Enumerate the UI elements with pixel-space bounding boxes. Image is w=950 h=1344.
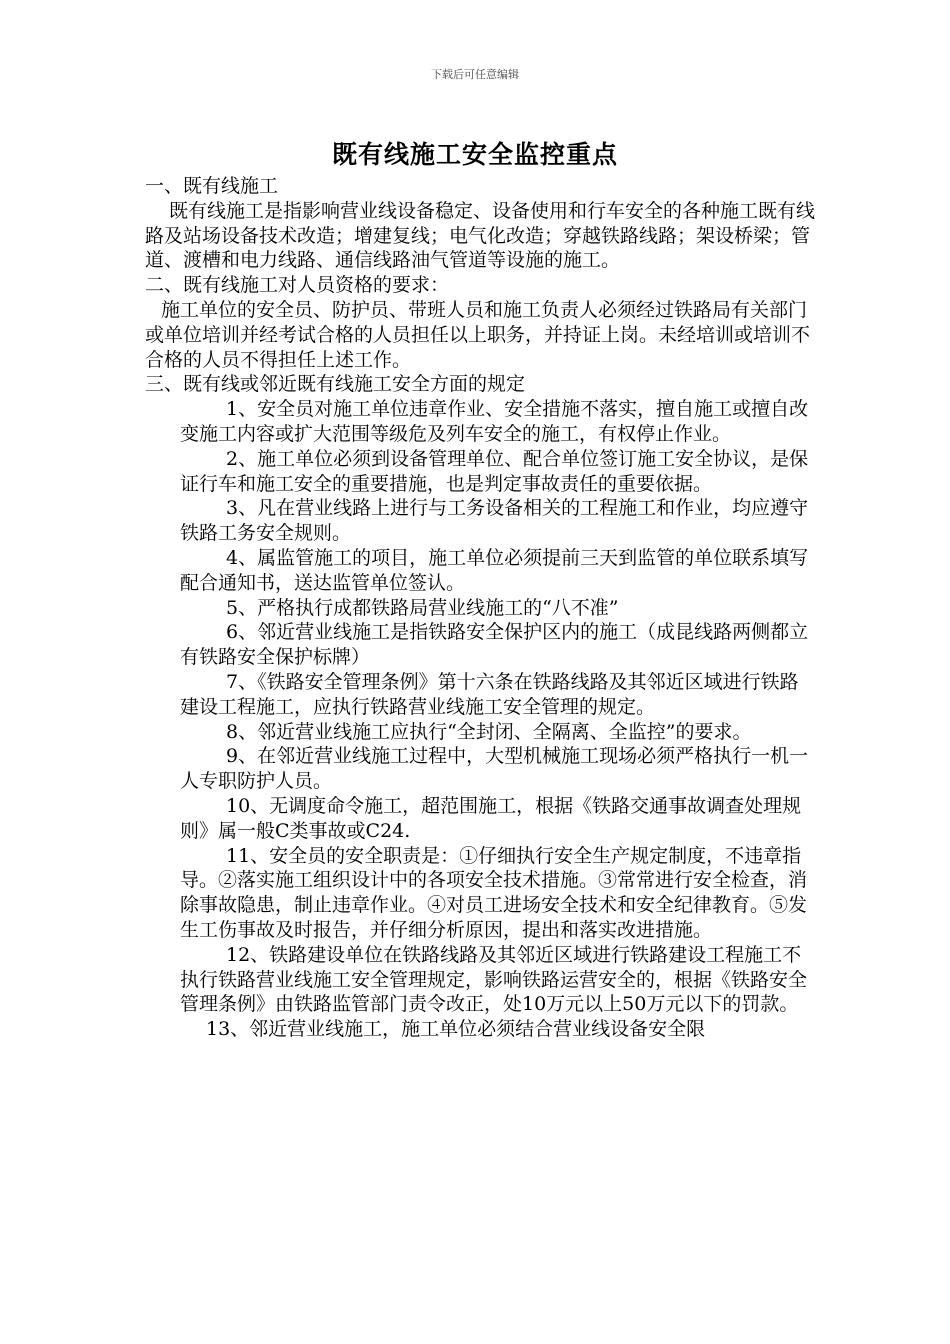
rule-item-11: 11、安全员的安全职责是：①仔细执行安全生产规定制度，不违章指导。②落实施工组织设计中的各项安全技术措施。③常常进行安全检查，消除事故隐患，制止违章作业。④对员工进场安全技术和安全纪律教育。⑤发生工伤事故及时报告，并仔细分析原因，提出和落实改进措施。 (180, 844, 808, 941)
rule-item-12: 12、铁路建设单位在铁路线路及其邻近区域进行铁路建设工程施工不执行铁路营业线施工安全管理规定，影响铁路运营安全的，根据《铁路安全管理条例》由铁路监管部门责令改正，处10万元以上50万元以下的罚款。 (180, 943, 808, 1016)
rule-item-7: 7、《铁路安全管理条例》第十六条在铁路线路及其邻近区域进行铁路建设工程施工，应执行铁路营业线施工安全管理的规定。 (180, 670, 799, 718)
rule-item-4: 4、属监管施工的项目，施工单位必须提前三天到监管的单位联系填写配合通知书，送达监管单位签认。 (180, 546, 809, 594)
section-1-heading: 一、既有线施工 (145, 175, 279, 197)
document-title: 既有线施工安全监控重点 (331, 140, 618, 169)
header-note: 下载后可任意编辑 (431, 68, 519, 81)
rule-item-8: 8、邻近营业线施工应执行“全封闭、全隔离、全监控”的要求。 (226, 720, 752, 743)
rule-item-10: 10、无调度命令施工，超范围施工，根据《铁路交通事故调查处理规则》属一般C类事故或C24. (180, 794, 802, 842)
section-3-heading: 三、既有线或邻近既有线施工安全方面的规定 (145, 373, 526, 396)
rule-item-2: 2、施工单位必须到设备管理单位、配合单位签订施工安全协议，是保证行车和施工安全的重要措施，也是判定事故责任的重要依据。 (180, 447, 809, 495)
section-1-paragraph: 既有线施工是指影响营业线设备稳定、设备使用和行车安全的各种施工既有线路及站场设备技术改造；增建复线；电气化改造；穿越铁路线路；架设桥梁；管道、渡槽和电力线路、通信线路油气管道等设施的施工。 (145, 199, 816, 272)
rule-item-13: 13、邻近营业线施工，施工单位必须结合营业线设备安全限 (206, 1018, 706, 1041)
rule-item-1: 1、安全员对施工单位违章作业、安全措施不落实，擅自施工或擅自改变施工内容或扩大范围等级危及列车安全的施工，有权停止作业。 (180, 398, 809, 445)
rule-item-3: 3、凡在营业线路上进行与工务设备相关的工程施工和作业，均应遵守铁路工务安全规则。 (180, 497, 809, 545)
rules-list (180, 397, 815, 1042)
rule-item-5: 5、严格执行成都铁路局营业线施工的“八不准” (226, 596, 619, 619)
document-body (145, 174, 815, 1042)
rule-item-9: 9、在邻近营业线施工过程中，大型机械施工现场必须严格执行一机一人专职防护人员。 (180, 745, 809, 793)
section-2-heading: 二、既有线施工对人员资格的要求： (145, 274, 450, 297)
rule-item-6: 6、邻近营业线施工是指铁路安全保护区内的施工（成昆线路两侧都立有铁路安全保护标牌） (180, 621, 809, 669)
section-2-paragraph: 施工单位的安全员、防护员、带班人员和施工负责人必须经过铁路局有关部门或单位培训并经考试合格的人员担任以上职务，并持证上岗。未经培训或培训不合格的人员不得担任上述工作。 (145, 298, 811, 371)
